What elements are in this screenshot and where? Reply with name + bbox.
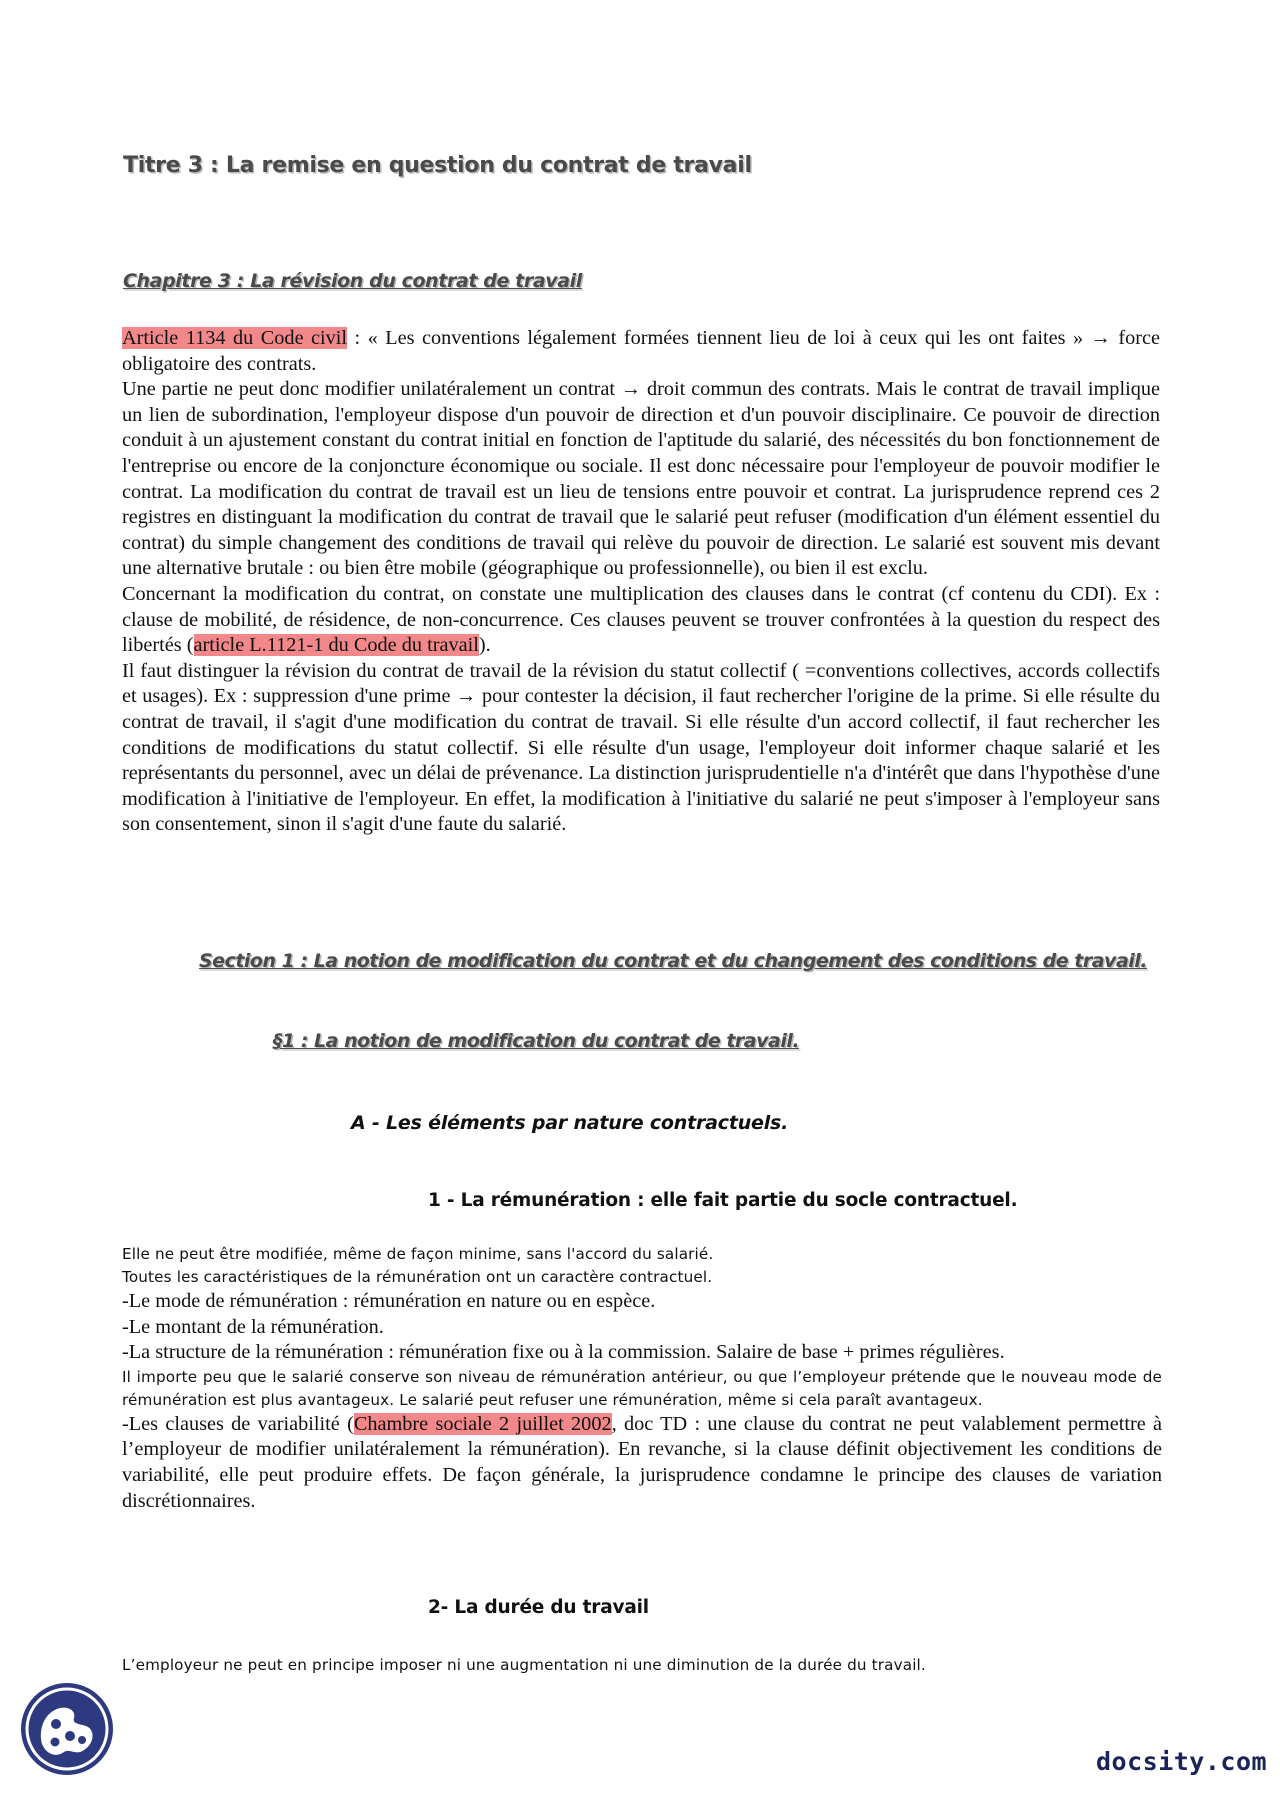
intro-body	[122, 326, 1160, 838]
intro-paragraph-4: Il faut distinguer la révision du contrat de travail de la révision du statut collectif ( =conventions collectives, accords collectifs et usages). Ex : suppression d'une prime → pour contester la décision, il faut rechercher l'origine de la prime. Si elle résulte du contrat de travail, il s'agit d'une modification du contrat de travail. Si elle résulte d'un accord collectif, il faut rechercher les conditions de modifications du statut collectif. Si elle résulte d'un usage, l'employeur doit informer chaque salarié et les représentants du personnel, avec un délai de prévenance. La distinction jurisprudentielle n'a d'intérêt que dans l'hypothèse d'une modification à l'initiative de l'employeur. En effet, la modification à l'initiative du salarié ne peut s'imposer à l'employeur sans son consentement, sinon il s'agit d'une faute du salarié.	[122, 659, 1160, 836]
remuneration-line-5: -La structure de la rémunération : rémunération fixe ou à la commission. Salaire de base + primes régulières.	[122, 1341, 1005, 1364]
duree-line: L’employeur ne peut en principe imposer ni une augmentation ni une diminution de la durée du travail.	[122, 1656, 926, 1674]
intro-paragraph-3-end: ).	[478, 634, 491, 657]
duree-block	[122, 1654, 1162, 1677]
section-heading: Section 1 : La notion de modification du contrat et du changement des conditions de travail.	[199, 950, 1148, 972]
docsity-watermark: docsity.com	[1096, 1747, 1268, 1776]
subheading-remuneration: 1 - La rémunération : elle fait partie du socle contractuel.	[428, 1190, 1018, 1211]
intro-paragraph-3-text: Concernant la modification du contrat, on constate une multiplication des clauses dans le contrat (cf contenu du CDI). Ex : clause de mobilité, de résidence, de non-concurrence. Ces clauses peuvent se trouver confrontées à la question du respect des libertés (	[122, 582, 1160, 657]
intro-paragraph-2: Une partie ne peut donc modifier unilatéralement un contrat → droit commun des contrats. Mais le contrat de travail implique un lien de subordination, l'employeur dispose d'un pouvoir de direction et d'un pouvoir disciplinaire. Ce pouvoir de direction conduit à un ajustement constant du contrat initial en fonction de l'aptitude du salarié, des nécessités du bon fonctionnement de l'entreprise ou encore de la conjoncture économique ou sociale. Il est donc nécessaire pour l'employeur de pouvoir modifier le contrat. La modification du contrat de travail est un lieu de tensions entre pouvoir et contrat. La jurisprudence reprend ces 2 registres en distinguant la modification du contrat de travail que le salarié peut refuser (modification d'un élément essentiel du contrat) du simple changement des conditions de travail qui relève du pouvoir de direction. Le salarié est souvent mis devant une alternative brutale : ou bien être mobile (géographique ou professionnelle), ou bien il est exclu.	[122, 378, 1160, 580]
variability-clause-start: -Les clauses de variabilité (	[122, 1412, 354, 1435]
article-1134-reference: Article 1134 du Code civil	[122, 327, 348, 349]
docsity-logo-icon	[20, 1682, 114, 1776]
chapter-heading: Chapitre 3 : La révision du contrat de travail	[123, 270, 582, 292]
chambre-sociale-reference: Chambre sociale 2 juillet 2002	[353, 1412, 612, 1435]
intro-paragraph-3	[122, 582, 1160, 659]
title: Titre 3 : La remise en question du contrat de travail	[123, 153, 752, 178]
intro-paragraph-1	[122, 326, 1160, 377]
intro-paragraph-1-text: : « Les conventions légalement formées tiennent lieu de loi à ceux qui les ont faites » → force obligatoire des contrats.	[122, 327, 1160, 375]
remuneration-line-2: Toutes les caractéristiques de la rémunération ont un caractère contractuel.	[122, 1268, 713, 1286]
paragraph-heading: §1 : La notion de modification du contrat de travail.	[273, 1030, 800, 1052]
article-l1121-1-reference: article L.1121-1 du Code du travail	[193, 634, 479, 657]
remuneration-block	[122, 1243, 1162, 1514]
remuneration-line-3: -Le mode de rémunération : rémunération en nature ou en espèce.	[122, 1290, 656, 1312]
remuneration-line-7	[122, 1412, 1162, 1514]
part-a-heading: A - Les éléments par nature contractuels.	[351, 1112, 789, 1134]
remuneration-line-1: Elle ne peut être modifiée, même de façon minime, sans l'accord du salarié.	[122, 1245, 714, 1263]
remuneration-line-6: Il importe peu que le salarié conserve son niveau de rémunération antérieur, ou que l’employeur prétende que le nouveau mode de rémunération est plus avantageux. Le salarié peut refuser une rémunération, même si cela paraît avantageux.	[122, 1367, 1162, 1409]
remuneration-line-4: -Le montant de la rémunération.	[122, 1315, 384, 1338]
subheading-duree: 2- La durée du travail	[428, 1597, 649, 1618]
variability-clause-end: , doc TD : une clause du contrat ne peut valablement permettre à l’employeur de modifier unilatéralement la rémunération). En revanche, si la clause définit objectivement les conditions de variabilité, elle peut produire effets. De façon générale, la jurisprudence condamne le principe des clauses de variation discrétionnaires.	[122, 1412, 1163, 1512]
